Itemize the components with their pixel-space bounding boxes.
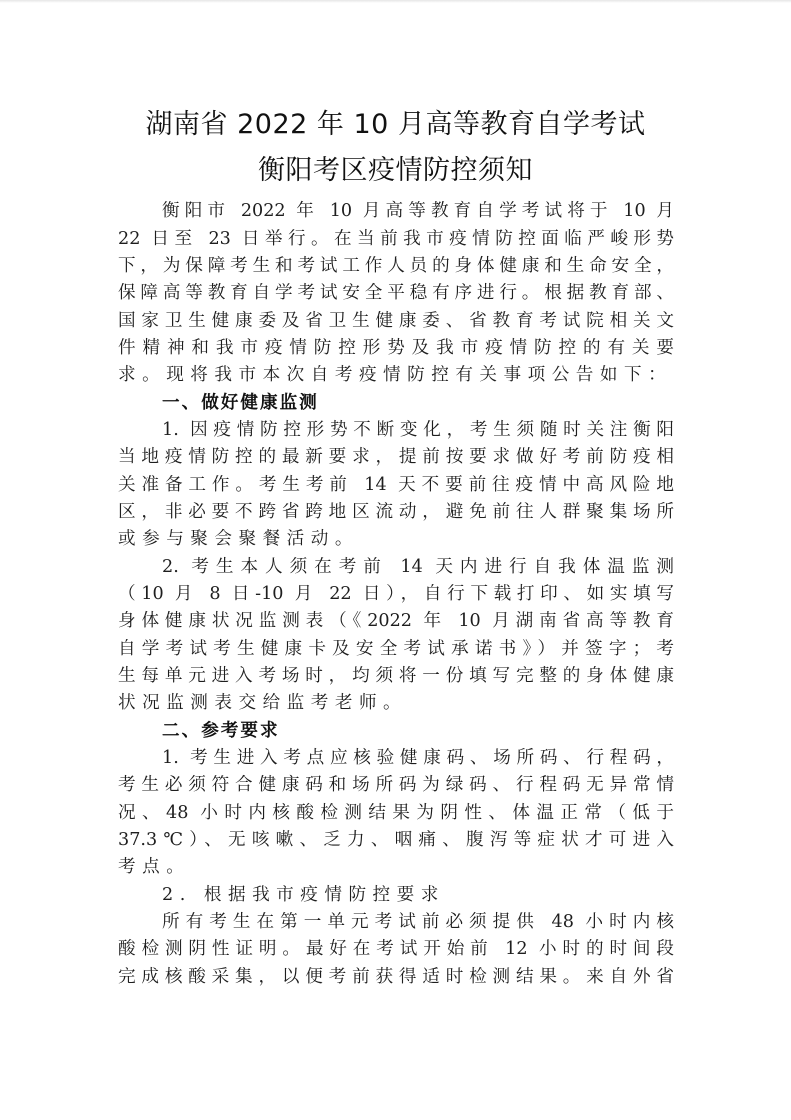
paragraph-line: （10 月 8 日-10 月 22 日），自行下载打印、如实填写 [118,584,674,604]
paragraph-line: 2. 考生本人须在考前 14 天内进行自我体温监测 [162,557,674,577]
paragraph-line: 自学考试考生健康卡及安全考试承诺书》）并签字；考 [118,639,674,659]
paragraph-line: 1. 因疫情防控形势不断变化，考生须随时关注衡阳 [162,420,674,440]
section-heading-exam-requirements: 二、参考要求 [162,721,280,741]
intro-line: 下，为保障考生和考试工作人员的身体健康和生命安全， [118,256,674,276]
paragraph-line: 37.3℃）、无咳嗽、乏力、咽痛、腹泻等症状才可进入 [118,830,674,850]
paragraph-line: 区，非必要不跨省跨地区流动，避免前往人群聚集场所 [118,502,674,522]
paragraph-line: 考点。 [118,857,191,877]
document-title-line-2: 衡阳考区疫情防控须知 [258,155,533,186]
paragraph-line: 所有考生在第一单元考试前必须提供 48 小时内核 [162,912,674,932]
paragraph-line: 生每单元进入考场时，均须将一份填写完整的身体健康 [118,666,674,686]
intro-line: 件精神和我市疫情防控形势及我市疫情防控的有关要 [118,338,674,358]
intro-line: 保障高等教育自学考试安全平稳有序进行。根据教育部、 [118,283,674,303]
paragraph-line: 当地疫情防控的最新要求，提前按要求做好考前防疫相 [118,447,674,467]
paragraph-line: 1. 考生进入考点应核验健康码、场所码、行程码， [162,748,674,768]
section-heading-health-monitoring: 一、做好健康监测 [162,393,319,413]
intro-line: 国家卫生健康委及省卫生健康委、省教育考试院相关文 [118,311,674,331]
paragraph-line: 身体健康状况监测表（《2022 年 10 月湖南省高等教育 [118,611,674,631]
intro-line: 求。现将我市本次自考疫情防控有关事项公告如下： [118,365,673,385]
paragraph-line: 考生必须符合健康码和场所码为绿码、行程码无异常情 [118,775,674,795]
intro-line: 衡阳市 2022 年 10 月高等教育自学考试将于 10 月 [162,201,674,221]
paragraph-line: 状况监测表交给监考老师。 [118,693,408,713]
paragraph-line: 或参与聚会聚餐活动。 [118,529,359,549]
document-title-line-1: 湖南省 2022 年 10 月高等教育自学考试 [145,109,646,140]
paragraph-line: 完成核酸采集，以便考前获得适时检测结果。来自外省 [118,967,674,987]
intro-line: 22 日至 23 日举行。在当前我市疫情防控面临严峻形势 [118,229,674,249]
paragraph-line: 2. 根据我市疫情防控要求 [162,885,445,905]
paragraph-line: 酸检测阴性证明。最好在考试开始前 12 小时的时间段 [118,939,674,959]
paragraph-line: 关准备工作。考生考前 14 天不要前往疫情中高风险地 [118,475,674,495]
paragraph-line: 况、48 小时内核酸检测结果为阴性、体温正常（低于 [118,803,674,823]
